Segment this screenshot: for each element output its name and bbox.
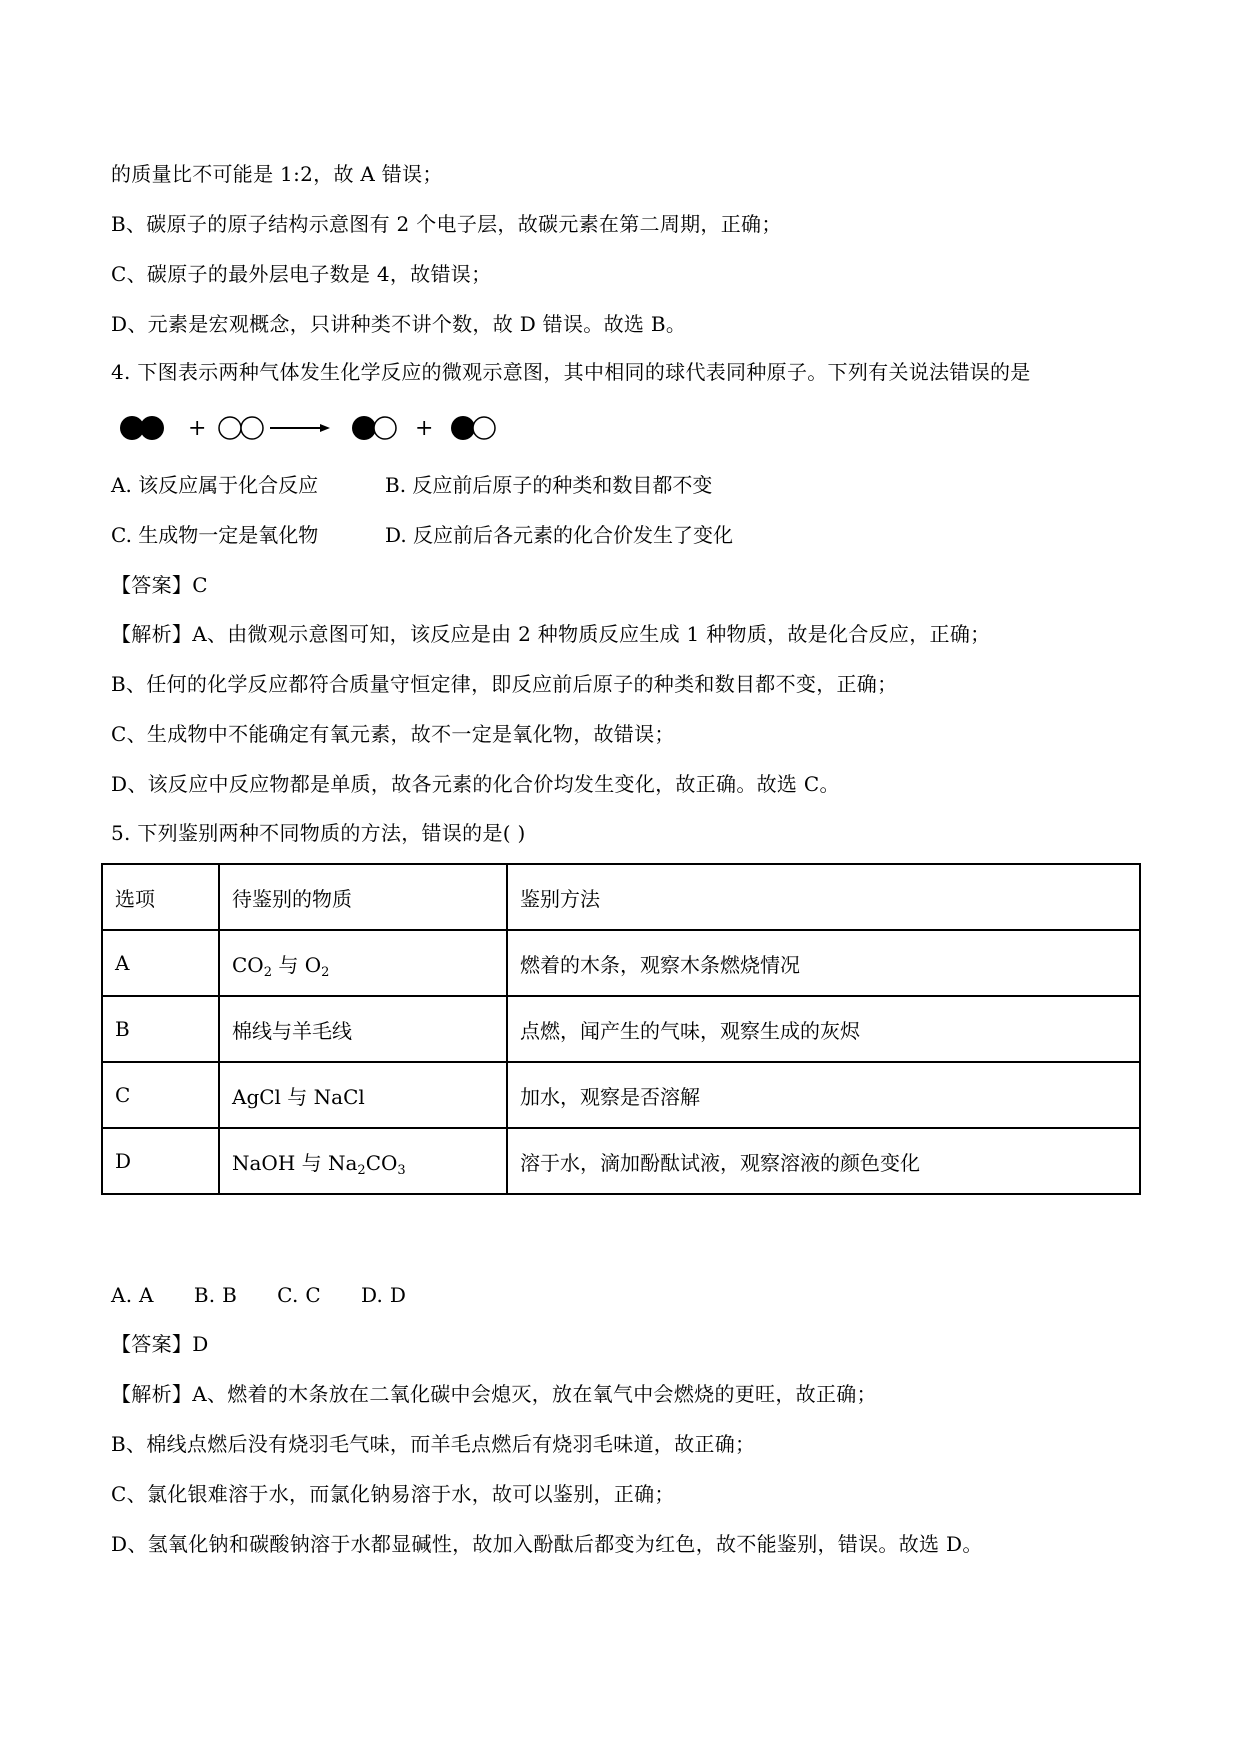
method-cell: 加水，观察是否溶解 [507, 1062, 1140, 1128]
plus-sign: + [188, 416, 207, 441]
substances-cell [219, 1128, 507, 1194]
table-row [102, 1062, 1140, 1128]
subscript: 3 [397, 1162, 406, 1178]
option-cell: B [102, 996, 219, 1062]
answer-label: 【答案】C [111, 573, 208, 597]
answer-choices [111, 1281, 446, 1309]
option-c: C. 生成物一定是氧化物 [111, 523, 319, 547]
option-d: D. 反应前后各元素的化合价发生了变化 [385, 523, 734, 547]
table-row [102, 930, 1140, 996]
plus-sign: + [415, 416, 434, 441]
question-5-stem: 5. 下列鉴别两种不同物质的方法，错误的是( ) [111, 821, 526, 845]
subscript: 2 [263, 964, 272, 980]
option-b: B. 反应前后原子的种类和数目都不变 [385, 473, 713, 497]
option-cell: C [102, 1062, 219, 1128]
table-row [102, 1128, 1140, 1194]
formula-text: CO [365, 1150, 398, 1175]
reaction-diagram [118, 405, 518, 451]
analysis-line: C、氯化银难溶于水，而氯化钠易溶于水，故可以鉴别，正确； [111, 1482, 675, 1506]
join-text: 与 [271, 952, 305, 977]
analysis-line: 【解析】A、燃着的木条放在二氧化碳中会熄灭，放在氧气中会燃烧的更旺，故正确； [111, 1382, 877, 1406]
analysis-line: D、该反应中反应物都是单质，故各元素的化合价均发生变化，故正确。故选 C。 [111, 772, 840, 796]
subscript: 2 [321, 964, 330, 980]
substances-cell [219, 930, 507, 996]
text-line: C、碳原子的最外层电子数是 4，故错误； [111, 262, 492, 286]
header-cell: 鉴别方法 [507, 864, 1140, 930]
text-line: 的质量比不可能是 1:2，故 A 错误； [111, 162, 443, 186]
analysis-line: D、氢氧化钠和碳酸钠溶于水都显碱性，故加入酚酞后都变为红色，故不能鉴别，错误。故选 D。 [111, 1532, 983, 1556]
analysis-line: B、任何的化学反应都符合质量守恒定律，即反应前后原子的种类和数目都不变，正确； [111, 672, 898, 696]
white-atom [374, 417, 396, 439]
white-atom [219, 417, 241, 439]
text-line: B、碳原子的原子结构示意图有 2 个电子层，故碳元素在第二周期，正确； [111, 212, 782, 236]
analysis-line: 【解析】A、由微观示意图可知，该反应是由 2 种物质反应生成 1 种物质，故是化合反应，正确； [111, 622, 991, 646]
method-cell: 溶于水，滴加酚酞试液，观察溶液的颜色变化 [507, 1128, 1140, 1194]
header-cell: 选项 [102, 864, 219, 930]
formula-text: NaOH 与 Na [232, 1150, 358, 1175]
analysis-line: B、棉线点燃后没有烧羽毛气味，而羊毛点燃后有烧羽毛味道，故正确； [111, 1432, 756, 1456]
subscript: 2 [357, 1162, 366, 1178]
answer-label: 【答案】D [111, 1332, 209, 1356]
identification-table [101, 863, 1141, 1195]
formula-text: O [304, 952, 322, 977]
choice-a: A. A [111, 1283, 154, 1307]
option-cell: A [102, 930, 219, 996]
table-row [102, 996, 1140, 1062]
black-atom [140, 416, 164, 440]
question-4-stem: 4. 下图表示两种气体发生化学反应的微观示意图，其中相同的球代表同种原子。下列有关说法错误的是 [111, 360, 1031, 384]
black-atom [352, 416, 376, 440]
white-atom [241, 417, 263, 439]
choice-c: C. C [277, 1283, 321, 1307]
text-line: D、元素是宏观概念，只讲种类不讲个数，故 D 错误。故选 B。 [111, 312, 687, 336]
formula-text: CO [232, 952, 264, 977]
option-cell: D [102, 1128, 219, 1194]
table-header-row [102, 864, 1140, 930]
option-a: A. 该反应属于化合反应 [111, 473, 319, 497]
analysis-line: C、生成物中不能确定有氧元素，故不一定是氧化物，故错误； [111, 722, 675, 746]
header-cell: 待鉴别的物质 [219, 864, 507, 930]
method-cell: 燃着的木条，观察木条燃烧情况 [507, 930, 1140, 996]
black-atom [451, 416, 475, 440]
choice-b: B. B [193, 1283, 238, 1307]
method-cell: 点燃，闻产生的气味，观察生成的灰烬 [507, 996, 1140, 1062]
white-atom [473, 417, 495, 439]
arrow-head [320, 424, 330, 432]
substances-cell: 棉线与羊毛线 [219, 996, 507, 1062]
choice-d: D. D [360, 1283, 407, 1307]
substances-cell: AgCl 与 NaCl [219, 1062, 507, 1128]
